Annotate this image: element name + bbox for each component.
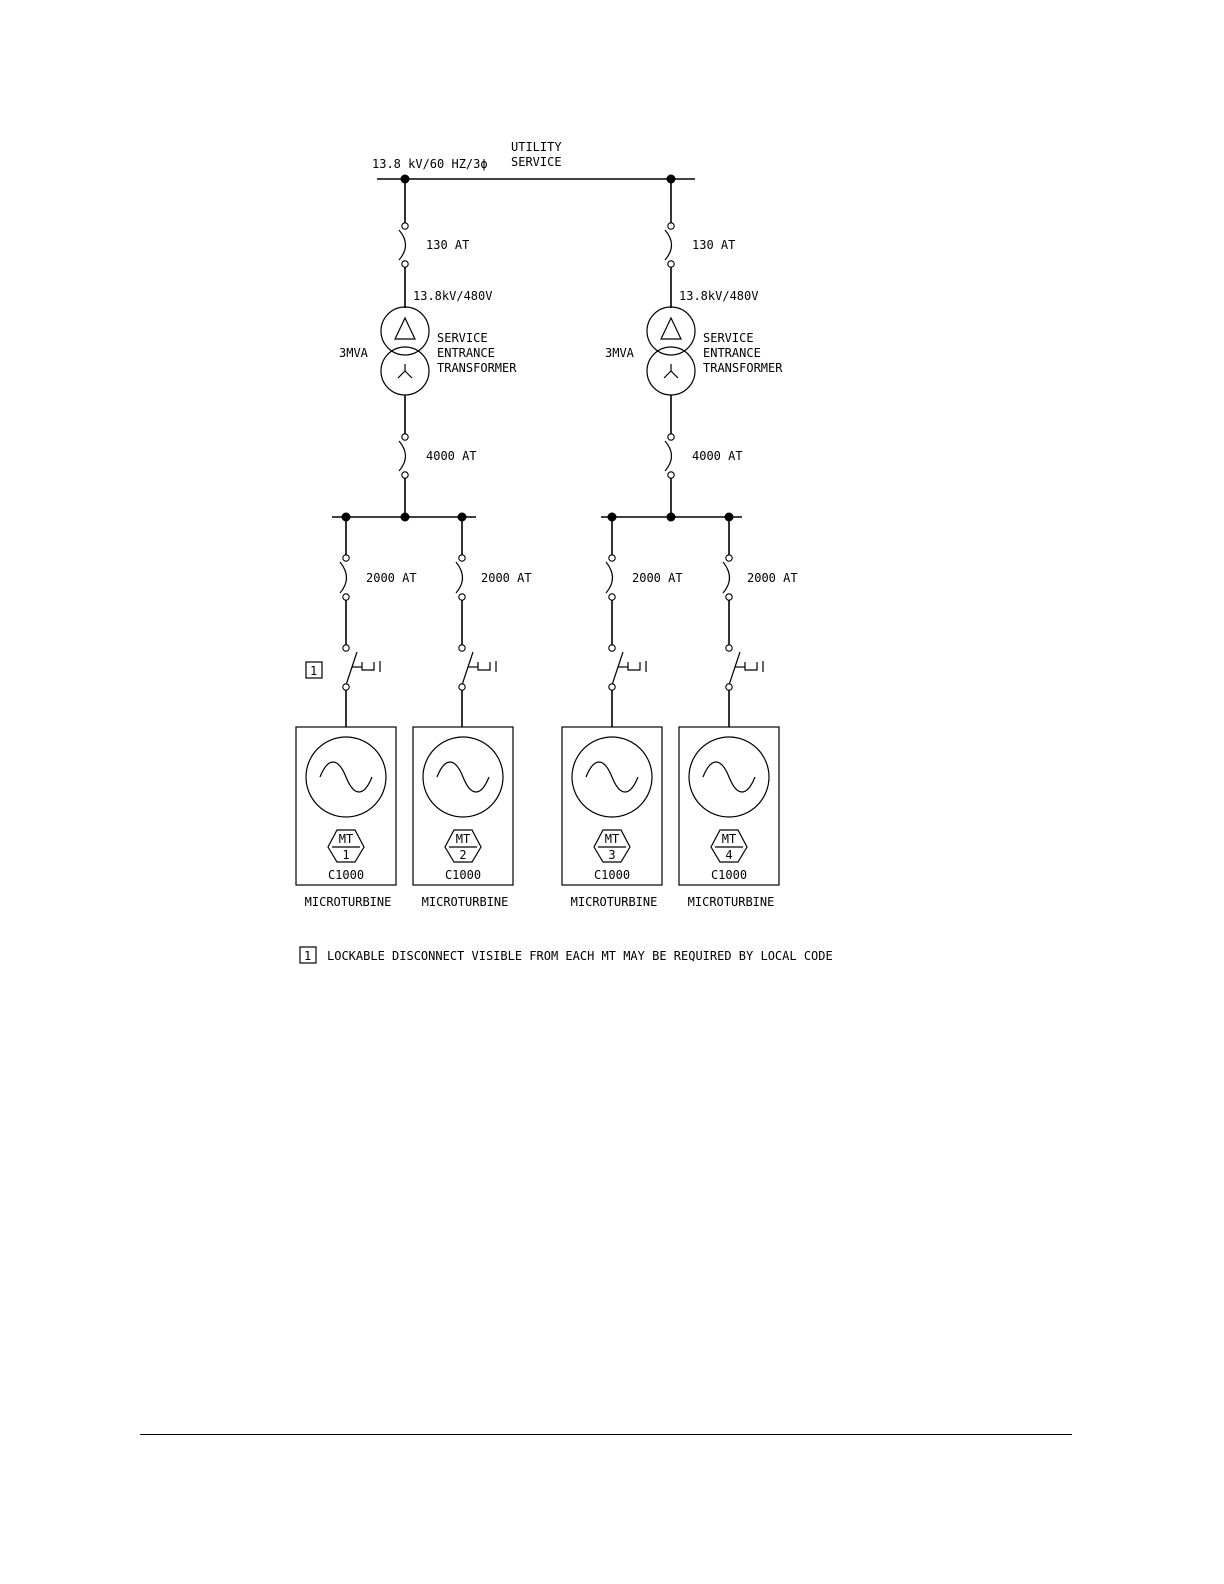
transformer-label3-b: TRANSFORMER xyxy=(703,361,783,375)
footnote-number: 1 xyxy=(304,949,312,963)
transformer-voltage-b: 13.8kV/480V xyxy=(679,289,759,303)
unit-model-3: C1000 xyxy=(593,868,631,882)
branch-breaker-3 xyxy=(606,555,615,600)
branch-1 xyxy=(340,517,380,727)
transformer-a xyxy=(381,307,429,434)
branch-breaker-rating-1: 2000 AT xyxy=(366,571,417,585)
unit-tag-num-3: 3 xyxy=(608,848,616,862)
branch-4 xyxy=(723,517,763,727)
disconnect-switch-4 xyxy=(726,645,763,690)
branch-breaker-rating-2: 2000 AT xyxy=(481,571,532,585)
low-voltage-bus-a xyxy=(332,513,476,522)
unit-tag-num-1: 1 xyxy=(342,848,350,862)
transformer-rating-b: 3MVA xyxy=(605,346,634,360)
transformer-label1-a: SERVICE xyxy=(437,331,488,345)
unit-label-3: MICROTURBINE xyxy=(570,895,658,909)
unit-model-1: C1000 xyxy=(327,868,365,882)
primary-breaker-a xyxy=(399,179,408,308)
secondary-breaker-a xyxy=(399,434,408,517)
unit-label-1: MICROTURBINE xyxy=(304,895,392,909)
utility-label-line1: UTILITY xyxy=(511,140,562,154)
disconnect-switch-2 xyxy=(459,645,496,690)
unit-tag-num-4: 4 xyxy=(725,848,733,862)
transformer-voltage-a: 13.8kV/480V xyxy=(413,289,493,303)
branch-3 xyxy=(606,517,646,727)
unit-tag-top-1: MT xyxy=(338,832,354,846)
primary-breaker-rating-b: 130 AT xyxy=(692,238,736,252)
transformer-b xyxy=(647,307,695,434)
secondary-breaker-rating-a: 4000 AT xyxy=(426,449,477,463)
branch-breaker-rating-4: 2000 AT xyxy=(747,571,798,585)
primary-breaker-rating-a: 130 AT xyxy=(426,238,470,252)
transformer-label2-b: ENTRANCE xyxy=(703,346,761,360)
transformer-label3-a: TRANSFORMER xyxy=(437,361,517,375)
disconnect-switch-1 xyxy=(343,645,380,690)
transformer-label1-b: SERVICE xyxy=(703,331,754,345)
feeder-b xyxy=(601,179,783,522)
branch-breaker-4 xyxy=(723,555,732,600)
primary-breaker-b xyxy=(665,179,674,308)
secondary-breaker-b xyxy=(665,434,674,517)
unit-model-4: C1000 xyxy=(710,868,748,882)
branch-breaker-1 xyxy=(340,555,349,600)
unit-label-4: MICROTURBINE xyxy=(687,895,775,909)
low-voltage-bus-b xyxy=(601,513,742,522)
unit-model-2: C1000 xyxy=(444,868,482,882)
unit-tag-num-2: 2 xyxy=(459,848,467,862)
utility-voltage: 13.8 kV/60 HZ/3ϕ xyxy=(372,157,488,171)
branch-breaker-2 xyxy=(456,555,465,600)
unit-tag-top-4: MT xyxy=(721,832,737,846)
footer-rule xyxy=(140,1434,1072,1435)
utility-bus xyxy=(377,175,695,184)
unit-label-2: MICROTURBINE xyxy=(421,895,509,909)
unit-tag-top-2: MT xyxy=(455,832,471,846)
transformer-rating-a: 3MVA xyxy=(339,346,368,360)
branch-2 xyxy=(456,517,496,727)
note-marker-number: 1 xyxy=(310,664,318,678)
feeder-a xyxy=(332,179,517,522)
branch-breaker-rating-3: 2000 AT xyxy=(632,571,683,585)
transformer-label2-a: ENTRANCE xyxy=(437,346,495,360)
disconnect-switch-3 xyxy=(609,645,646,690)
secondary-breaker-rating-b: 4000 AT xyxy=(692,449,743,463)
unit-tag-top-3: MT xyxy=(604,832,620,846)
footnote-text: LOCKABLE DISCONNECT VISIBLE FROM EACH MT MAY BE REQUIRED BY LOCAL CODE xyxy=(327,949,833,963)
utility-label-line2: SERVICE xyxy=(511,155,562,169)
